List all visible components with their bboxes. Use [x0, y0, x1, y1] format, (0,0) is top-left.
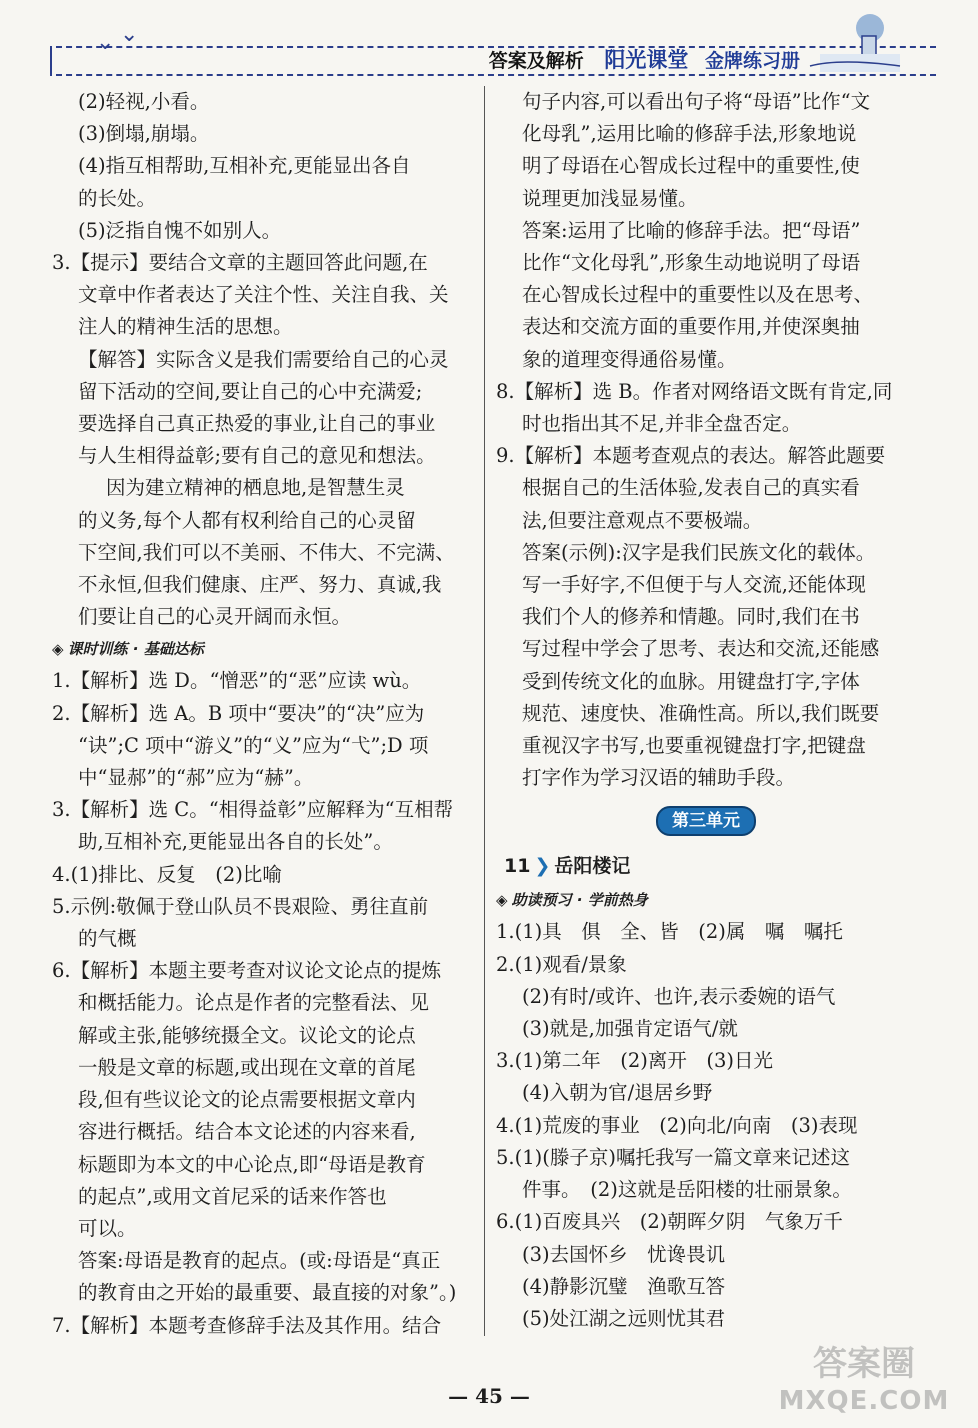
- text-line: [496, 730, 916, 762]
- text-line: [496, 472, 916, 504]
- section-heading: [52, 633, 472, 665]
- line-text: 留下活动的空间,要让自己的心中充满爱;: [78, 379, 423, 403]
- line-text: 6.【解析】本题主要考查对议论文论点的提炼: [52, 959, 442, 983]
- text-line: [52, 826, 472, 858]
- text-line: [52, 1020, 472, 1052]
- line-text: 1.(1)具 俱 全、皆 (2)属 嘱 嘱托: [496, 920, 843, 944]
- text-line: [496, 86, 916, 118]
- text-line: [496, 1271, 916, 1303]
- text-line: [496, 1142, 916, 1174]
- line-text: 5.示例:敬佩于登山队员不畏艰险、勇往直前: [52, 894, 429, 918]
- text-line: [52, 601, 472, 633]
- line-text: 明了母语在心智成长过程中的重要性,使: [522, 154, 860, 178]
- line-text: 我们个人的修养和情趣。同时,我们在书: [522, 605, 860, 629]
- line-text: 可以。: [78, 1216, 137, 1240]
- text-line: [496, 215, 916, 247]
- unit-badge: 第三单元: [656, 806, 756, 836]
- line-text: 受到传统文化的血脉。用键盘打字,字体: [522, 669, 860, 693]
- line-text: “诀”;C 项中“游义”的“义”应为“弋”;D 项: [78, 733, 429, 757]
- text-line: [52, 150, 472, 182]
- line-text: 注人的精神生活的思想。: [78, 315, 293, 339]
- line-text: 标题即为本文的中心论点,即“母语是教育: [78, 1152, 426, 1176]
- text-line: [496, 666, 916, 698]
- line-text: 们要让自己的心灵开阔而永恒。: [78, 605, 352, 629]
- text-line: [496, 1013, 916, 1045]
- text-line: [496, 1303, 916, 1335]
- column-divider: [484, 86, 485, 1336]
- text-line: [496, 762, 916, 794]
- line-text: (5)处江湖之远则忧其君: [522, 1306, 726, 1330]
- line-text: 的起点”,或用文首尼采的话来作答也: [78, 1184, 387, 1208]
- text-line: [52, 1245, 472, 1277]
- text-line: [496, 1077, 916, 1109]
- text-line: [496, 247, 916, 279]
- unit-header: [496, 794, 916, 848]
- line-text: 重视汉字书写,也要重视键盘打字,把键盘: [522, 734, 866, 758]
- lighthouse-icon: [800, 8, 910, 78]
- text-line: [496, 505, 916, 537]
- line-text: 写过程中学会了思考、表达和交流,还能感: [522, 637, 880, 661]
- line-text: 一般是文章的标题,或出现在文章的首尾: [78, 1055, 416, 1079]
- text-line: [496, 537, 916, 569]
- line-text: 说理更加浅显易懂。: [522, 186, 698, 210]
- page-header: [40, 0, 950, 82]
- text-line: [52, 665, 472, 697]
- line-text: 2.(1)观看/景象: [496, 952, 627, 976]
- text-line: [496, 633, 916, 665]
- line-text: 和概括能力。论点是作者的完整看法、见: [78, 991, 430, 1015]
- line-text: 与人生相得益彰;要有自己的意见和想法。: [78, 444, 436, 468]
- lesson-name: 岳阳楼记: [554, 855, 631, 878]
- text-line: [52, 1149, 472, 1181]
- text-line: [496, 1239, 916, 1271]
- line-text: 的气概: [78, 927, 137, 951]
- chevron-right-icon: ❯: [534, 855, 551, 878]
- text-line: [52, 955, 472, 987]
- text-line: [496, 440, 916, 472]
- text-line: [52, 311, 472, 343]
- text-line: [52, 1310, 472, 1342]
- line-text: 打字作为学习汉语的辅助手段。: [522, 766, 796, 790]
- text-line: [496, 279, 916, 311]
- text-line: [496, 916, 916, 948]
- line-text: 4.(1)荒废的事业 (2)向北/向南 (3)表现: [496, 1113, 858, 1137]
- line-text: 助,互相补充,更能显出各自的长处”。: [78, 830, 393, 854]
- line-text: 规范、速度快、准确性高。所以,我们既要: [522, 701, 880, 725]
- watermark-url: MXQE.COM: [778, 1386, 950, 1416]
- line-text: 根据自己的生活体验,发表自己的真实看: [522, 476, 860, 500]
- line-text: 写一手好字,不但便于与人交流,还能体现: [522, 573, 866, 597]
- text-line: [52, 923, 472, 955]
- line-text: 比作“文化母乳”,形象生动地说明了母语: [522, 251, 861, 275]
- line-text: 9.【解析】本题考查观点的表达。解答此题要: [496, 444, 886, 468]
- line-text: 下空间,我们可以不美丽、不伟大、不完满、: [78, 540, 455, 564]
- text-line: [52, 472, 472, 504]
- text-line: [496, 1174, 916, 1206]
- line-text: 象的道理变得通俗易懂。: [522, 347, 737, 371]
- line-text: (4)静影沉璧 渔歌互答: [522, 1274, 726, 1298]
- line-text: 2.【解析】选 A。B 项中“要决”的“决”应为: [52, 701, 425, 725]
- line-text: 的长处。: [78, 186, 157, 210]
- right-column: [496, 86, 916, 1335]
- section-heading: [496, 884, 916, 916]
- text-line: [52, 859, 472, 891]
- text-line: [52, 1052, 472, 1084]
- line-text: 3.【提示】要结合文章的主题回答此问题,在: [52, 251, 428, 275]
- text-line: [52, 1277, 472, 1309]
- text-line: [496, 376, 916, 408]
- line-text: 答案:运用了比喻的修辞手法。把“母语”: [522, 218, 861, 242]
- text-line: [496, 569, 916, 601]
- line-text: 件事。 (2)这就是岳阳楼的壮丽景象。: [522, 1178, 852, 1202]
- text-line: [52, 762, 472, 794]
- text-line: [496, 1045, 916, 1077]
- line-text: 8.【解析】选 B。作者对网络语文既有肯定,同: [496, 379, 893, 403]
- text-line: [52, 794, 472, 826]
- site-watermark: [764, 1344, 964, 1424]
- line-text: 句子内容,可以看出句子将“母语”比作“文: [522, 90, 871, 113]
- text-line: [52, 86, 472, 118]
- left-column: [52, 86, 472, 1342]
- right-column-preview: [496, 884, 916, 1335]
- text-line: [52, 698, 472, 730]
- text-line: [52, 569, 472, 601]
- bird-icon: ⌄: [96, 30, 115, 55]
- lesson-title: [496, 848, 916, 884]
- text-line: [52, 408, 472, 440]
- line-text: 表达和交流方面的重要作用,并使深奥抽: [522, 315, 860, 339]
- line-text: 3.【解析】选 C。“相得益彰”应解释为“互相帮: [52, 798, 454, 822]
- line-text: 7.【解析】本题考查修辞手法及其作用。结合: [52, 1313, 442, 1337]
- text-line: [496, 949, 916, 981]
- line-text: 不永恒,但我们健康、庄严、努力、真诚,我: [78, 573, 442, 597]
- text-line: [52, 505, 472, 537]
- line-text: 时也指出其不足,并非全盘否定。: [522, 412, 802, 436]
- line-text: 要选择自己真正热爱的事业,让自己的事业: [78, 412, 436, 436]
- diamond-icon: ◈: [496, 891, 508, 910]
- right-column-answers: [496, 86, 916, 794]
- text-line: [496, 1110, 916, 1142]
- line-text: 课时训练 · 基础达标: [67, 640, 204, 659]
- line-text: 【解答】实际含义是我们需要给自己的心灵: [78, 347, 449, 371]
- text-line: [496, 311, 916, 343]
- line-text: 容进行概括。结合本文论述的内容来看,: [78, 1120, 416, 1144]
- line-text: 助读预习 · 学前热身: [511, 891, 648, 910]
- text-line: [52, 1181, 472, 1213]
- text-line: [52, 247, 472, 279]
- line-text: (2)轻视,小看。: [78, 90, 210, 113]
- text-line: [52, 376, 472, 408]
- header-brand: 阳光课堂: [604, 48, 689, 72]
- line-text: 段,但有些议论文的论点需要根据文章内: [78, 1088, 416, 1112]
- line-text: (2)有时/或许、也许,表示委婉的语气: [522, 984, 836, 1008]
- line-text: 中“显郝”的“郝”应为“赫”。: [78, 766, 314, 790]
- line-text: (3)就是,加强肯定语气/就: [522, 1017, 738, 1041]
- text-line: [496, 601, 916, 633]
- text-line: [52, 440, 472, 472]
- text-line: [52, 183, 472, 215]
- text-line: [52, 891, 472, 923]
- text-line: [52, 1116, 472, 1148]
- text-line: [496, 183, 916, 215]
- line-text: (3)倒塌,崩塌。: [78, 122, 210, 146]
- text-line: [496, 408, 916, 440]
- bird-icon: ⌄: [120, 22, 139, 47]
- text-line: [52, 1213, 472, 1245]
- line-text: 答案(示例):汉字是我们民族文化的载体。: [522, 540, 876, 564]
- line-text: 答案:母语是教育的起点。(或:母语是“真正: [78, 1249, 441, 1273]
- line-text: 解或主张,能够统摄全文。议论文的论点: [78, 1023, 416, 1047]
- line-text: (4)指互相帮助,互相补充,更能显出各自: [78, 154, 411, 178]
- text-line: [496, 698, 916, 730]
- line-text: (5)泛指自愧不如别人。: [78, 218, 282, 242]
- text-line: [52, 1084, 472, 1116]
- line-text: 文章中作者表达了关注个性、关注自我、关: [78, 283, 449, 307]
- line-text: 化母乳”,运用比喻的修辞手法,形象地说: [522, 122, 857, 146]
- line-text: 5.(1)(滕子京)嘱托我写一篇文章来记述这: [496, 1145, 850, 1169]
- text-line: [52, 215, 472, 247]
- line-text: 法,但要注意观点不要极端。: [522, 508, 763, 532]
- page-number: — 45 —: [448, 1384, 530, 1408]
- text-line: [496, 981, 916, 1013]
- text-line: [496, 344, 916, 376]
- text-line: [52, 344, 472, 376]
- diamond-icon: ◈: [52, 640, 64, 659]
- text-line: [496, 118, 916, 150]
- lesson-number: 11: [504, 855, 531, 878]
- text-line: [496, 1206, 916, 1238]
- line-text: 的义务,每个人都有权利给自己的心灵留: [78, 508, 416, 532]
- line-text: 的教育由之开始的最重要、最直接的对象”。): [78, 1281, 457, 1305]
- header-title: [489, 44, 800, 74]
- line-text: 3.(1)第二年 (2)离开 (3)日光: [496, 1049, 773, 1073]
- text-line: [52, 730, 472, 762]
- text-line: [52, 537, 472, 569]
- header-series: 金牌练习册: [704, 50, 800, 72]
- text-line: [52, 118, 472, 150]
- line-text: 6.(1)百废具兴 (2)朝晖夕阴 气象万千: [496, 1210, 843, 1234]
- line-text: 在心智成长过程中的重要性以及在思考、: [522, 283, 874, 307]
- line-text: 1.【解析】选 D。“憎恶”的“恶”应读 wù。: [52, 669, 422, 693]
- watermark-logo: 答案圈: [813, 1344, 915, 1384]
- text-line: [496, 150, 916, 182]
- text-line: [52, 987, 472, 1019]
- text-line: [52, 279, 472, 311]
- line-text: (4)入朝为官/退居乡野: [522, 1081, 713, 1105]
- line-text: (3)去国怀乡 忧谗畏讥: [522, 1242, 726, 1266]
- line-text: 4.(1)排比、反复 (2)比喻: [52, 862, 282, 886]
- header-section-label: 答案及解析: [488, 50, 584, 72]
- line-text: 因为建立精神的栖息地,是智慧生灵: [106, 476, 405, 500]
